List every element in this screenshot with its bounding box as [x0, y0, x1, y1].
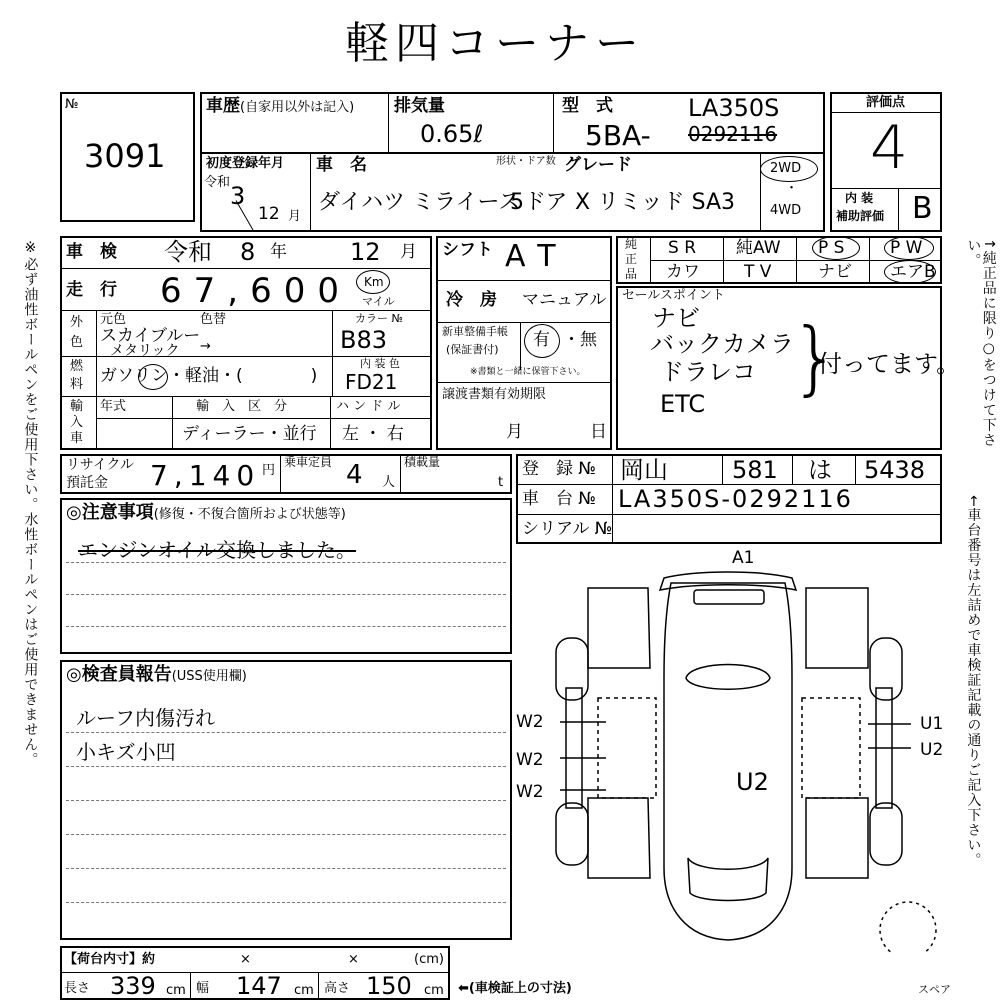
option-ps: P S	[818, 238, 845, 258]
options-label-1: 純	[625, 237, 638, 251]
interior-color-label: 内 装 色	[360, 357, 400, 370]
inspector-title: ◎検査員報告(USS使用欄)	[66, 664, 247, 685]
import-category-label: 輸 入 区 分	[196, 399, 288, 414]
cargo-x2: ×	[348, 952, 359, 967]
inspection-year-unit: 年	[270, 242, 287, 262]
serial-label: シリアル №	[522, 519, 613, 539]
first-reg-label: 初度登録年月	[206, 156, 285, 171]
load-label: 積載量	[404, 455, 441, 469]
sales-point-item-4: ETC	[660, 390, 706, 418]
history-label: 車歴(自家用以外は記入)	[206, 96, 355, 116]
color-value-2: メタリック	[110, 343, 180, 359]
cargo-height-cm: cm	[424, 983, 444, 998]
color-code: B83	[340, 326, 388, 354]
cargo-width-label: 幅	[196, 981, 210, 996]
option-pw: P W	[890, 238, 923, 258]
sales-point-label: セールスポイント	[622, 288, 725, 303]
option-ps-circle	[812, 236, 860, 260]
color-change-label: 色替	[200, 312, 227, 327]
import-label-2: 入	[70, 415, 84, 430]
import-handle-value: 左 ・ 右	[342, 424, 404, 444]
mileage-value: 67,600	[160, 271, 351, 311]
cargo-length: 339	[110, 972, 156, 1000]
fuel-label-1: 燃	[70, 359, 84, 374]
rating-value: 4	[870, 113, 909, 183]
color-code-label: カラー №	[355, 312, 403, 325]
option-tv: T V	[744, 262, 772, 282]
shift-value: AT	[505, 239, 570, 274]
sales-point-brace: }	[790, 311, 841, 404]
body-value: 5ドア	[510, 190, 568, 215]
transfer-month: 月	[506, 422, 523, 442]
cargo-length-cm: cm	[166, 983, 186, 998]
chassis-label: 車 台 №	[522, 489, 597, 509]
side-note-right-bottom: ←車台番号は左詰めで車検証記載の通りご記入下さい。	[965, 495, 982, 868]
cargo-height-label: 高さ	[324, 981, 351, 996]
side-note-left: ※必ず油性ボールペンをご使用下さい。水性ボールペンはご使用できません。	[22, 240, 39, 767]
manual-label-1: 新車整備手帳	[442, 325, 508, 338]
inspection-month: 12	[350, 238, 381, 266]
option-pw-circle	[884, 236, 934, 260]
car-name-value: ダイハツ ミライース	[318, 190, 521, 215]
model-struck: 0292116	[688, 122, 778, 146]
diagram-left-mark-3: W2	[516, 782, 544, 802]
import-year-label: 年式	[100, 399, 127, 414]
import-label-3: 車	[70, 431, 84, 446]
interior-label-2: 補助評価	[836, 209, 885, 223]
model-prefix: 5BA-	[585, 119, 651, 152]
drive-2wd-circle	[760, 156, 818, 182]
option-sr: S R	[668, 238, 697, 258]
transfer-label: 譲渡書類有効期限	[442, 387, 547, 402]
cargo-height: 150	[366, 972, 412, 1000]
manual-yes-circle	[524, 324, 560, 358]
diagram-right-mark-1: U1	[920, 714, 944, 734]
interior-color: FD21	[345, 370, 398, 394]
diagram-top-mark: A1	[732, 548, 755, 568]
registration-number: 5438	[864, 456, 926, 484]
registration-kana: は	[808, 456, 832, 484]
drive-4wd: 4WD	[770, 203, 802, 218]
sales-point-suffix: 付ってます。	[818, 350, 961, 378]
model-label: 型 式	[562, 96, 613, 116]
diagram-center-mark: U2	[736, 768, 769, 796]
shift-label: シフト	[442, 240, 493, 260]
inspector-line-1: ルーフ内傷汚れ	[76, 706, 215, 730]
diagram-left-mark-2: W2	[516, 750, 544, 770]
ac-value: マニュアル	[522, 290, 607, 310]
inspection-era: 令和	[164, 238, 212, 266]
body-label: 形状・ドア数	[496, 156, 556, 167]
options-label-2: 正	[625, 252, 638, 266]
drive-sep: ・	[785, 181, 799, 196]
color-label-2: 色	[70, 335, 84, 350]
recycle-label-1: リサイクル	[66, 457, 135, 473]
sales-point-item-2: バックカメラ	[650, 330, 794, 358]
recycle-unit: 円	[262, 463, 276, 478]
option-aw: 純AW	[736, 238, 781, 258]
mileage-km-circle	[356, 270, 390, 294]
registration-label: 登 録 №	[522, 459, 597, 479]
displacement-value: 0.65ℓ	[420, 120, 484, 148]
displacement-label: 排気量	[394, 96, 445, 116]
option-leather: カワ	[666, 262, 700, 282]
cargo-length-label: 長さ	[64, 981, 91, 996]
drive-2wd: 2WD	[770, 161, 802, 176]
mileage-km: Km	[364, 275, 384, 289]
mileage-mile: マイル	[362, 295, 395, 308]
capacity-unit: 人	[382, 475, 396, 490]
cargo-x1: ×	[240, 952, 251, 967]
grade-label: グレード	[564, 155, 632, 175]
rating-label: 評価点	[866, 95, 906, 110]
cargo-title: 【荷台内寸】約	[64, 952, 156, 967]
transfer-day: 日	[590, 422, 607, 442]
diagram-spare-label: スペア	[918, 983, 951, 996]
option-airbag: エアB	[890, 262, 936, 282]
first-reg-era: 令和	[204, 175, 231, 190]
fuel-gasoline-circle	[138, 364, 168, 390]
inspection-label: 車 検	[66, 242, 117, 262]
import-handle-label: ハ ン ド ル	[336, 399, 401, 414]
import-category-value: ディーラー・並行	[182, 424, 317, 444]
diagram-right-mark-2: U2	[920, 740, 944, 760]
inspector-line-2: 小キズ小凹	[76, 740, 176, 764]
cargo-width-cm: cm	[294, 983, 314, 998]
manual-yes: 有	[533, 330, 550, 350]
side-note-right-top: ↑純正品に限り○をつけて下さい。	[965, 238, 997, 448]
manual-note: ※書類と一緒に保管下さい。	[470, 367, 586, 377]
manual-no: 無	[580, 330, 597, 350]
car-name-label: 車 名	[316, 155, 367, 175]
cargo-note: ⬅(車検証上の寸法)	[458, 981, 572, 996]
inspection-month-unit: 月	[400, 242, 417, 262]
registration-class: 581	[732, 456, 778, 484]
car-diagram	[516, 548, 942, 953]
sales-point-item-3: ドラレコ	[660, 358, 756, 386]
notes-title: ◎注意事項(修復・不復合箇所および状態等)	[66, 502, 346, 523]
interior-value: B	[912, 191, 933, 226]
diagram-left-mark-1: W2	[516, 712, 544, 732]
notes-line-1: エンジンオイル交換しました。	[78, 538, 356, 562]
color-value-1: スカイブルー	[100, 326, 201, 346]
first-reg-month-unit: 月	[288, 209, 302, 224]
first-reg-year: 3	[230, 182, 246, 210]
recycle-label-2: 預託金	[66, 475, 108, 491]
model-value: LA350S	[688, 94, 780, 122]
grade-value: X リミッド SA3	[575, 190, 736, 215]
cargo-width: 147	[236, 972, 282, 1000]
registration-area: 岡山	[620, 456, 668, 484]
mileage-label: 走 行	[66, 280, 117, 300]
interior-label-1: 内 装	[845, 191, 874, 205]
capacity-label: 乗車定員	[284, 455, 333, 469]
load-unit: t	[498, 475, 504, 490]
color-label-1: 外	[70, 315, 84, 330]
inspection-year: 8	[240, 238, 256, 266]
capacity-value: 4	[346, 460, 363, 490]
sales-point-item-1: ナビ	[652, 304, 700, 332]
option-navi: ナビ	[818, 262, 852, 282]
options-label-3: 品	[625, 267, 638, 281]
color-arrow: →	[200, 339, 211, 354]
chassis-value: LA350S-0292116	[618, 485, 853, 513]
option-airbag-circle	[884, 260, 936, 284]
recycle-value: 7,140	[150, 459, 261, 492]
color-orig-label: 元色	[100, 312, 127, 327]
lot-mark: №	[65, 97, 79, 112]
first-reg-month: 12	[258, 204, 280, 224]
manual-label-2: (保証書付)	[446, 343, 499, 356]
ac-label: 冷 房	[446, 290, 497, 310]
lot-box	[60, 92, 195, 222]
fuel-options: ガソリン・軽油・( )	[100, 366, 318, 386]
page-title: 軽四コーナー	[345, 18, 645, 69]
manual-sep: ・	[563, 330, 580, 350]
import-label-1: 輸	[70, 399, 84, 414]
fuel-label-2: 料	[70, 377, 84, 392]
lot-number: 3091	[84, 137, 166, 175]
cargo-unit: (cm)	[414, 952, 444, 967]
